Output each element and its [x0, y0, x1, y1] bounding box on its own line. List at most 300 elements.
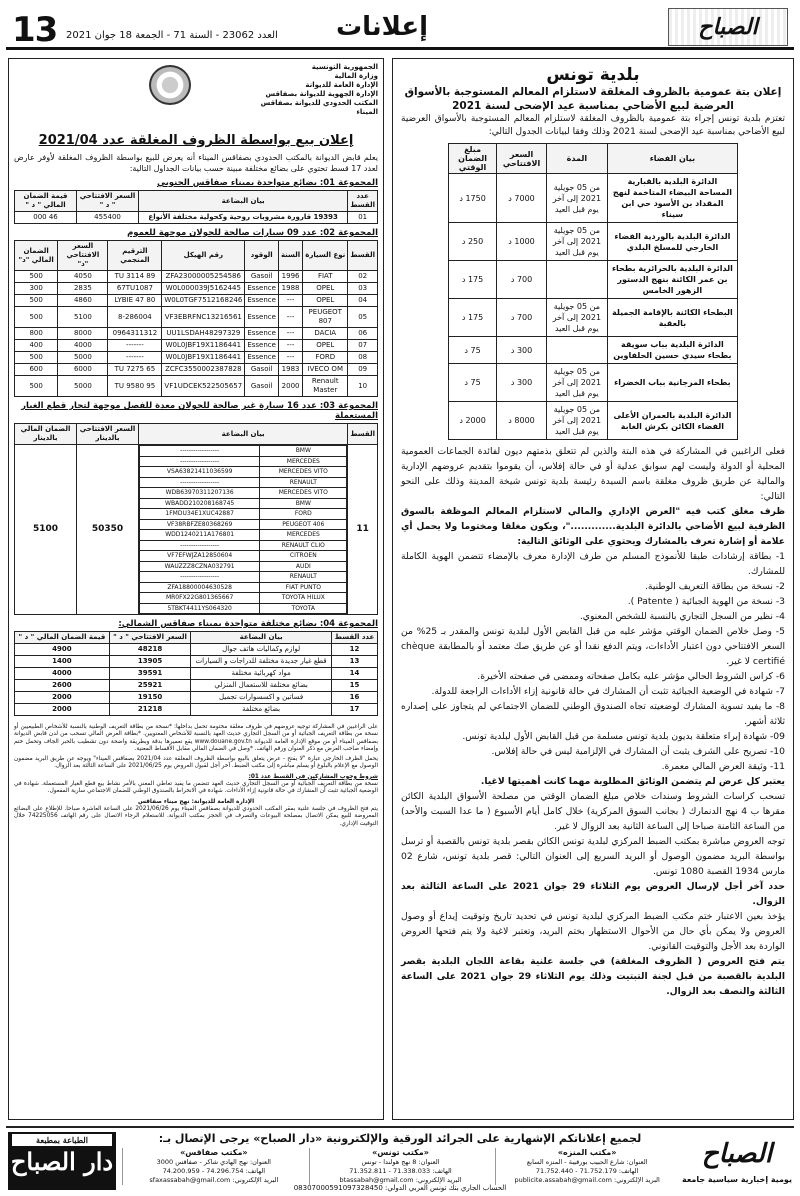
masthead-logo: الصباح	[668, 8, 788, 46]
cell: Gasoil	[245, 271, 279, 283]
republic-header	[258, 63, 378, 117]
cell: -------	[108, 340, 162, 352]
section-title: إعلانات	[336, 12, 429, 42]
customs-ad-title: إعلان بيع بواسطة الظروف المغلقة عدد 2021/04	[38, 133, 354, 148]
chassis-number: WAUZZZ8CZNA032791	[140, 561, 260, 572]
vehicle-make: RENAULT CLIO	[260, 540, 347, 551]
cell: 2000 د	[449, 402, 497, 440]
cell: 700 د	[497, 299, 547, 337]
republic-line: المكتب الحدودي للديوانة بصفاقس الميناء	[260, 99, 378, 116]
cell: PEUGEOT 807	[303, 307, 348, 328]
table-row	[15, 271, 378, 283]
col-header: المدة	[546, 144, 607, 174]
col-header: السعر الافتتاحي	[497, 144, 547, 174]
group-1-table	[14, 190, 378, 224]
vehicle-make: BMW	[260, 498, 347, 509]
republic-line: الجمهورية التونسية	[311, 63, 378, 71]
bank-account: الحساب الجاري بنك تونس العربي الدولي: 08307000591097328450	[293, 1184, 507, 1192]
document-item: 09- شهادة إبراء متعلقة بديون بلدية تونس مسلمة من قبل القابض الأول لبلدية تونس.	[462, 731, 785, 742]
group-3-title: المجموعة 03: عدد 16 سيارة غير صالحة للجولان معدة للفصل موجهة لتجار قطع الغيار المستعملة	[21, 401, 378, 421]
document-item: 8- ما يفيد تسوية المشارك لوضعيته تجاه الصندوق الوطني للضمان الاجتماعي لم يتجاوز على إصداره ثلاثة أشهر.	[401, 701, 785, 727]
cell: 4900	[15, 644, 110, 656]
cell: Essence	[245, 283, 279, 295]
page-header	[6, 6, 794, 50]
cell: W0L0JBF19X1186441	[162, 352, 245, 364]
cell: 5100	[58, 307, 108, 328]
cell: 17	[331, 704, 377, 716]
printer-logo	[8, 1132, 116, 1190]
table-row	[15, 295, 378, 307]
chassis-number: ------------------	[140, 477, 260, 488]
cell: 95 TU 9580	[108, 376, 162, 397]
cell: Gasoil	[245, 376, 279, 397]
para-5: توجه العروض مباشرة بمكتب الضبط المركزي لبلدية تونس الكائن بقصر بلدية تونس بالقصبة أو ترسل بواسطة البريد مضمون الوصول أو البريد السريع إلى العنوان التالي: قصر بلدية تونس، شارع 02 مارس 1934 القصبة 1080 تونس.	[401, 836, 785, 877]
vehicle-make: BMW	[260, 446, 347, 457]
para-8: يتم فتح العروض ( الظروف المغلقة) في جلسة علنية بقاعة اللجان البلدية بقصر البلدية بالقصبة من قبل لجنة التبتيت وذلك يوم الثلاثاء 29 جوان 2021 على الساعة الثالثة والنصف بعد الزوال.	[401, 956, 785, 997]
cell: 4000	[58, 340, 108, 352]
document-item: 6- كراس الشروط الحالي مؤشر عليه بكامل صفحاته وممضى في صفحته الأخيرة.	[477, 671, 785, 682]
office-email: البريد الإلكتروني: sfaxassabah@gmail.com	[149, 1176, 279, 1184]
municipality-ad	[392, 58, 794, 1120]
republic-line: الإدارة العامة للديوانة	[305, 81, 378, 89]
cell: 13	[331, 656, 377, 668]
cell: 4050	[58, 271, 108, 283]
printer-logo-text: دار الصباح	[10, 1147, 114, 1176]
cell: 03	[348, 283, 378, 295]
col-header: الوقود	[245, 241, 279, 271]
cell: الدائرة البلدية بالقبارية المساحة البيضاء المتاخمة لنهج المقداد بن الأسود حي ابن سيناء	[607, 174, 737, 223]
col-header: بيان البضاعة	[191, 632, 332, 644]
vehicle-make: MERCEDES	[260, 456, 347, 467]
table-row	[15, 352, 378, 364]
office-email: البريد الإلكتروني: btassabah@gmail.com	[339, 1176, 462, 1184]
vehicle-make: FORD	[260, 509, 347, 520]
table-row	[15, 212, 378, 224]
chassis-number: WDD1240211A176801	[140, 530, 260, 541]
vehicle-make: MERCEDES VITO	[260, 467, 347, 478]
vehicle-make: MERCEDES	[260, 530, 347, 541]
cell: 75 د	[449, 337, 497, 364]
cell: 19393 قارورة مشروبات روحية وكحولية مختلفة الأنواع	[139, 212, 348, 224]
cell: ZCFC3550002387828	[162, 364, 245, 376]
cell: Gasoil	[245, 364, 279, 376]
cell: Essence	[245, 352, 279, 364]
table-row	[15, 307, 378, 328]
chassis-number: ZFA18800004630528	[140, 582, 260, 593]
cell: الدائرة البلدية بالحرائرية بطحاء بن عمر الكائنة بنهج الدستور الزهور الخامس	[607, 261, 737, 299]
footer-title: لجميع إعلاناتكم الإشهارية على الجرائد الورقية والإلكترونية «دار الصباح» يرجى الإتصال بـ:	[158, 1132, 642, 1145]
vehicle-make: MERCEDES VITO	[260, 488, 347, 499]
cell: 12	[331, 644, 377, 656]
cell: FORD	[303, 352, 348, 364]
cell: Essence	[245, 340, 279, 352]
cell: من 05 جويلية 2021 إلى آخر يوم قبل العيد	[546, 364, 607, 402]
cell: 07	[348, 340, 378, 352]
tender-title: إعلان بتة عمومية بالظروف المغلقة لاستلزام المعالم المستوجبة بالأسواق العرضية لبيع الأضاحي بمناسبة عيد الإضحى لسنة 2021	[404, 86, 782, 112]
cell: بضائع مختلفة	[191, 704, 332, 716]
cell: 2000	[15, 704, 110, 716]
vehicle-row	[140, 530, 347, 541]
cell: فساتين و اكسسوارات تجميل	[191, 692, 332, 704]
republic-line: الإدارة الجهوية للديوانة بصفاقس	[265, 90, 378, 98]
cell: 04	[348, 295, 378, 307]
cell: 16	[331, 692, 377, 704]
col-header: قيمة الضمان المالي " د "	[15, 191, 77, 212]
cell: Renault Master	[303, 376, 348, 397]
table-row	[449, 337, 738, 364]
group-2-table	[14, 240, 378, 397]
cell: الدائرة البلدية بالوردية الفضاء الخارجي للمسلخ البلدي	[607, 223, 737, 261]
cell: 500	[15, 271, 58, 283]
vehicle-make: AUDI	[260, 561, 347, 572]
cell: 800	[15, 328, 58, 340]
table-row	[15, 644, 378, 656]
document-item: 3- نسخة من الهوية الجبائية ( Patente ).	[627, 596, 785, 607]
cell: 14	[331, 668, 377, 680]
cell: من 05 جويلية 2021 إلى آخر يوم قبل العيد	[546, 223, 607, 261]
cell: 19150	[109, 692, 190, 704]
office-name: «مكتب تونس»	[372, 1148, 429, 1157]
cell: ---	[278, 295, 302, 307]
cell: OPEL	[303, 295, 348, 307]
office-name: «مكتب صفاقس»	[180, 1148, 248, 1157]
document-item: 2- نسخة من بطاقة التعريف الوطنية.	[644, 581, 785, 592]
vehicle-row	[140, 509, 347, 520]
guarantee: 5100	[15, 445, 77, 615]
lot-number: 11	[348, 445, 378, 615]
cell: 46 000	[15, 212, 77, 224]
cell: Essence	[245, 295, 279, 307]
office-phones: الهاتف: 71.338.033 - 71.352.811	[349, 1167, 452, 1175]
col-header: الترقيم المنجمي	[108, 241, 162, 271]
cell: 1983	[278, 364, 302, 376]
cell: 01	[348, 212, 378, 224]
cell: 2600	[15, 680, 110, 692]
office-block	[309, 1148, 492, 1185]
cell	[546, 337, 607, 364]
cell: ---	[278, 307, 302, 328]
cell: 6000	[58, 364, 108, 376]
cell: 05	[348, 307, 378, 328]
col-header: السعر الافتتاحي " د "	[77, 191, 139, 212]
cell: مواد كهربائية مختلفة	[191, 668, 332, 680]
office-address: العنوان: 8 نهج هولندا - تونس	[361, 1158, 440, 1166]
col-header: السعر الافتتاحي بالدينار	[77, 424, 139, 445]
cell: 5000	[58, 376, 108, 397]
table-row	[449, 223, 738, 261]
cell: 1996	[278, 271, 302, 283]
offices	[122, 1148, 678, 1185]
office-phones: الهاتف: 71.752.179 - 71.752.440	[535, 1167, 639, 1175]
office-name: «مكتب المنزه»	[557, 1148, 617, 1157]
contact-title: الإدارة العامة للديوانة: نهج ميناء صفاقس	[137, 798, 255, 805]
table-row	[15, 704, 378, 716]
cell: UU1LSDAH48297329	[162, 328, 245, 340]
table-row	[15, 692, 378, 704]
vehicle-row	[140, 572, 347, 583]
cell: 13905	[109, 656, 190, 668]
chassis-number: WDB63970311207136	[140, 488, 260, 499]
group-2-title: المجموعة 02: عدد 09 سيارات صالحة للجولان موجهة للعموم	[127, 228, 378, 238]
group-4-title: المجموعة 04: بضائع مختلفة متواجدة بميناء صفاقس الشمالي:	[118, 619, 378, 629]
table-row	[15, 376, 378, 397]
group-4-table	[14, 631, 378, 716]
vehicle-row	[140, 456, 347, 467]
cell: لوازم وكماليات هاتف جوال	[191, 644, 332, 656]
office-email: البريد الإلكتروني: publicite.assabah@gmail.com	[514, 1176, 660, 1184]
table-row	[449, 174, 738, 223]
vehicle-row	[140, 467, 347, 478]
col-header: القسط	[348, 241, 378, 271]
vehicle-row	[140, 582, 347, 593]
terms-2: يحمل الظرف الخارجي عبارة "لا يفتح - عرض يتعلق بالبيع بواسطة الظروف المغلقة عدد 2021/04 بصفاقس الميناء" ويوجه عن طريق البريد مضمون الوصول مع الإعلام بالبلوغ أو يسلم مباشرة إلى مكتب الضبط. آخر أجل لقبول العروض يوم 2021/06/25 على الساعة الثالثة بعد الزوال.	[14, 756, 379, 770]
office-block	[495, 1148, 678, 1185]
table-row	[15, 656, 378, 668]
cell: 2000	[15, 692, 110, 704]
col-header: نوع السيارة	[303, 241, 348, 271]
cell: ZFA23000005254586	[162, 271, 245, 283]
cell: DACIA	[303, 328, 348, 340]
cell: IVECO OM	[303, 364, 348, 376]
chassis-number: VF38RBFZE80368269	[140, 519, 260, 530]
cell: 1750 د	[449, 174, 497, 223]
cell: بضائع مختلفة للاستعمال المنزلي	[191, 680, 332, 692]
chassis-number: ------------------	[140, 540, 260, 551]
cell	[546, 261, 607, 299]
cell: قطع غيار جديدة مختلفة للدراجات و السيارات	[191, 656, 332, 668]
chassis-number: 5TBKT4411YS064320	[140, 603, 260, 614]
para-1: فعلى الراغبين في المشاركة في هذه البتة والذين لم تتعلق بذمتهم ديون لفائدة الجماعات العمومية المحلية أو الدولة وليست لهم سوابق عدلية أو في حالة إفلاس، أن يقوموا بتقديم عروضهم الإدارية والمالية عن طريق ظروف مغلقة باسم السيدة رئيسة بلدية تونس شيخة المدينة وذلك على النحو التالي:	[401, 446, 785, 502]
col-header: بيان البضاعة	[139, 191, 348, 212]
required-documents	[401, 549, 785, 774]
table-row	[15, 364, 378, 376]
group-1-title: المجموعة 01: بضائع متواجدة بميناء صفاقس الجنوبي	[156, 178, 378, 188]
chassis-number: VSA63821411036599	[140, 467, 260, 478]
col-header: السعر الافتتاحي "د"	[58, 241, 108, 271]
col-header: عدد القسط	[348, 191, 378, 212]
table-row	[15, 328, 378, 340]
cell: من 05 جويلية 2021 إلى آخر يوم قبل العيد	[546, 174, 607, 223]
cell: 21218	[109, 704, 190, 716]
para-2: ظرف مغلق كتب فيه "العرض الإداري والمالي لاستلزام المعالم الموظفة بالسوق الظرفية لبيع الأضاحي بالدائرة البلدية............."، ويكون مغلقا ومختوما ولا يحمل أي علامة أو إشارة تعرف بالمشارك ويحتوي على الوثائق التالية:	[401, 506, 785, 547]
cell: ---	[278, 352, 302, 364]
cell: W0L0JBF19X1186441	[162, 340, 245, 352]
cell: 500	[15, 376, 58, 397]
cell: VF1UDCEK522505657	[162, 376, 245, 397]
cell: 700 د	[497, 261, 547, 299]
coat-of-arms-icon	[149, 65, 191, 105]
cell: 400	[15, 340, 58, 352]
col-header: بيان البضاعة	[139, 424, 348, 445]
col-header: بيان الفضاء	[607, 144, 737, 174]
cell: 25921	[109, 680, 190, 692]
cell: 48218	[109, 644, 190, 656]
cell: Essence	[245, 328, 279, 340]
cell: 06	[348, 328, 378, 340]
cell: 39591	[109, 668, 190, 680]
cell: FIAT	[303, 271, 348, 283]
footer-logo-caption: يومية إخبارية سياسية جامعة	[682, 1175, 792, 1184]
col-header: رقم الهيكل	[162, 241, 245, 271]
cell: W0L000039J5162445	[162, 283, 245, 295]
republic-line: وزارة المالية	[334, 72, 378, 80]
cell: 65 TU 7275	[108, 364, 162, 376]
conditions-title: شروط وجوب المشاركين في القسط عدد 01:	[248, 773, 378, 780]
chassis-number: VF7EFWJZA12850604	[140, 551, 260, 562]
cell: 300 د	[497, 364, 547, 402]
cell: 8-286004	[108, 307, 162, 328]
cell: 8000 د	[497, 402, 547, 440]
vehicle-list	[139, 445, 347, 614]
vehicle-make: PEUGEOT 406	[260, 519, 347, 530]
col-header: السنة	[278, 241, 302, 271]
chassis-number: ------------------	[140, 446, 260, 457]
col-header: الضمان المالي "د"	[15, 241, 58, 271]
cell: 1000 د	[497, 223, 547, 261]
table-row	[449, 299, 738, 337]
col-header: الضمان المالي بالدينار	[15, 424, 77, 445]
cell: 75 د	[449, 364, 497, 402]
cell: البطحاء الكائنة بالإقامة الجميلة بالعقبة	[607, 299, 737, 337]
col-header: القسط	[348, 424, 378, 445]
cell: 4860	[58, 295, 108, 307]
advertising-footer	[6, 1126, 794, 1192]
document-item: 7- شهادة في الوضعية الجبائية تثبت أن المشارك في حالة قانونية إزاء الأداءات الراجعة للدولة.	[431, 686, 785, 697]
table-row	[449, 402, 738, 440]
markets-table	[448, 143, 738, 440]
chassis-number: WBADD210208168745	[140, 498, 260, 509]
cell: ---	[278, 328, 302, 340]
vehicle-row	[140, 593, 347, 604]
cell: 300 د	[497, 337, 547, 364]
cell: بطحاء المرجانية بباب الخضراء	[607, 364, 737, 402]
cell: 8000	[58, 328, 108, 340]
printer-caption: الطباعة بمطبعة	[12, 1134, 112, 1146]
conditions: نسخة من بطاقة التعريف الجبائية أو من السجل التجاري حديث العهد تتضمن ما يفيد تعاطي المعني بالأمر نشاط بيع قطع الغيار المستعملة. شهادة في الوضعية الجبائية تثبت أن المشارك في حالة قانونية إزاء الأداءات. شهادة في الانخراط بالصندوق الوطني للضمان الاجتماعي سارية المفعول.	[14, 781, 378, 795]
cell: ---	[278, 340, 302, 352]
para-4: تسحب كراسات الشروط وسندات خلاص مبلغ الضمان الوقتي من مصلحة الأسواق البلدية الكائن مقرها ب 4 نهج الدنمارك ( بجانب السوق المركزية) خلال كامل أيام الأسبوع ( ما عدا السبت والأحد) من الساعة الثامنة صباحا إلى الساعة الثانية بعد الزوال لا غير.	[401, 791, 785, 832]
page-number: 13	[12, 10, 58, 50]
vehicle-row	[140, 498, 347, 509]
table-row	[15, 668, 378, 680]
chassis-number: 1FMDU34E1XUC42887	[140, 509, 260, 520]
closing: يتم فتح الظروف في جلسة علنية بمقر المكتب الحدودي للديوانة بصفاقس الميناء يوم 2021/06/26 على الساعة العاشرة صباحا. للإطلاع على البضائع المعروضة للبيع يمكن الاتصال بمصلحة البيوعات والتصرف في الحجز بمكتب الديوانة. للاستعلام الرجاء الاتصال على رقم الهاتف 74225056 خلال التوقيت الإداري.	[14, 805, 378, 827]
cell: 08	[348, 352, 378, 364]
cell: 5000	[58, 352, 108, 364]
office-block	[122, 1148, 305, 1185]
para-3: يعتبر كل عرض لم يتضمن الوثائق المطلوبة مهما كانت أهميتها لاغيا.	[480, 776, 785, 787]
cell: OPEL	[303, 283, 348, 295]
cell: 175 د	[449, 261, 497, 299]
municipality-name: بلدية تونس	[546, 65, 640, 85]
cell: 500	[15, 295, 58, 307]
vehicle-row	[140, 551, 347, 562]
table-row	[449, 364, 738, 402]
cell: 67TU1087	[108, 283, 162, 295]
vehicle-make: TOYOTA HILUX	[260, 593, 347, 604]
cell: Essence	[245, 307, 279, 328]
cell: الدائرة البلدية بباب سويقة بطحاء سيدي حسين الحلفاوين	[607, 337, 737, 364]
cell: 09	[348, 364, 378, 376]
cell: 455400	[77, 212, 139, 224]
footer-logo-text: الصباح	[701, 1139, 773, 1169]
cell: 7000 د	[497, 174, 547, 223]
vehicle-row	[140, 477, 347, 488]
cell: 2835	[58, 283, 108, 295]
para-6: حدد آخر أجل لإرسال العروض يوم الثلاثاء 29 جوان 2021 على الساعة الثالثة بعد الزوال.	[401, 881, 785, 907]
customs-ad	[8, 58, 384, 1120]
cell: من 05 جويلية 2021 إلى آخر يوم قبل العيد	[546, 299, 607, 337]
cell: 600	[15, 364, 58, 376]
customs-intro: يعلم قابض الديوانة بالمكتب الحدودي بصفاقس الميناء أنه يعرض للبيع بواسطة الظروف المغلقة لأوفر عارض لعدد 17 قسط تحتوي على بضائع مختلفة مبينة حسب بيانات الجداول التالية:	[14, 153, 378, 173]
table-row	[15, 680, 378, 692]
office-address: العنوان: شارع الحبيب بورقيبة - المنزه السابع	[526, 1158, 648, 1166]
cell: 500	[15, 307, 58, 328]
document-item: 5- وصل خلاص الضمان الوقتي مؤشر عليه من قبل القابض الأول لبلدية تونس والمقدر بـ 25% من السعر الافتتاحي دون اعتبار الأداءات، ويتم الدفع نقدا أو عن طريق صك معتمد أو بالمطابقة chèque certifié لا غير.	[401, 626, 785, 667]
vehicle-row	[140, 540, 347, 551]
footer-logo	[682, 1134, 792, 1190]
vehicle-make: FIAT PUNTO	[260, 582, 347, 593]
cell: 10	[348, 376, 378, 397]
document-item: 1- بطاقة إرشادات طبقا للأنموذج المسلم من طرف الإدارة معرف بالإمضاء تتضمن الهوية الكاملة للمشارك.	[401, 551, 785, 577]
para-7: يؤخذ بعين الاعتبار ختم مكتب الضبط المركزي لبلدية تونس في تحديد تاريخ وتوقيت إيداع أو وصول العروض ولا يمكن بأي حال من الأحوال الاستظهار بختم البريد، وتعتبر لاغية ولا يتم فتحها العروض الواردة بعد الأجل والتوقيت القانوني.	[401, 911, 785, 952]
tender-intro: تعتزم بلدية تونس إجراء بتة عمومية بالظروف المغلقة لاستلزام المعالم المستوجبة بالأسواق العرضية لبيع الأضاحي بمناسبة عيد الإضحى لسنة 2021 وذلك وفقا لبيانات الجدول التالي:	[401, 114, 785, 137]
cell: 175 د	[449, 299, 497, 337]
cell: 1400	[15, 656, 110, 668]
cell: W0L0TGF7512168246	[162, 295, 245, 307]
vehicle-make: RENAULT	[260, 572, 347, 583]
cell: الدائرة البلدية بالعمران الأعلى الفضاء الكائن بكرش الغابة	[607, 402, 737, 440]
cell: -------	[108, 352, 162, 364]
cell: 250 د	[449, 223, 497, 261]
col-header: مبلغ الضمان الوقتي	[449, 144, 497, 174]
chassis-number: MR0FX22G801365667	[140, 593, 260, 604]
table-row	[449, 261, 738, 299]
terms-1: على الراغبين في المشاركة توجيه عروضهم في ظروف مغلقة مختومة تحمل بداخلها: *نسخة من بطاقة التعريف الوطنية بالنسبة للأشخاص الطبيعيين أو نسخة من بطاقة التعريف الجبائية أو من السجل التجاري حديث العهد بالنسبة للأشخاص المعنويين. *بطاقة العرض المالي تسحب من لدن قابض الديوانة بصفاقس الميناء أو من موقع الإدارة العامة للديوانة www.douane.gov.tn يقع تعميرها بدقة وبطريقة واضحة دون تشطيب بالحبر الجاف وتحمل ختم وإمضاء صاحب العرض مع ذكر العنوان ورقم الهاتف. *وصل في الضمان المالي مقابل الأقساط المعنية.	[14, 724, 378, 752]
vehicle-row	[140, 446, 347, 457]
cell: VF3EBRFNC13216561	[162, 307, 245, 328]
cell: 300	[15, 283, 58, 295]
vehicle-make: RENAULT	[260, 477, 347, 488]
group-3-table	[14, 423, 378, 615]
opening-price: 50350	[77, 445, 139, 615]
cell: OPEL	[303, 340, 348, 352]
office-address: العنوان: نهج الهادي شاكر - صفاقس 3000	[156, 1158, 271, 1166]
cell: 1988	[278, 283, 302, 295]
issue-info: العدد 23062 - السنة 71 - الجمعة 18 جوان 2021	[66, 30, 278, 41]
cell: 2000	[278, 376, 302, 397]
document-item: 10- تصريح على الشرف يثبت أن المشارك في الإلزامية ليس في حالة إفلاس.	[491, 746, 785, 757]
cell: 89 TU 3114	[108, 271, 162, 283]
cell: 80 LYBIE 47	[108, 295, 162, 307]
cell: 02	[348, 271, 378, 283]
vehicle-row	[140, 603, 347, 614]
cell: 15	[331, 680, 377, 692]
cell: من 05 جويلية 2021 إلى آخر يوم قبل العيد	[546, 402, 607, 440]
document-item: 11- وثيقة العرض المالي معمرة.	[661, 761, 785, 772]
table-row	[15, 283, 378, 295]
office-phones: الهاتف: 74.296.754 - 74.200.959	[162, 1167, 266, 1175]
vehicle-row	[140, 488, 347, 499]
chassis-number: ------------------	[140, 572, 260, 583]
vehicle-row	[140, 519, 347, 530]
cell: 4000	[15, 668, 110, 680]
col-header: السعر الافتتاحي " د "	[109, 632, 190, 644]
cell: 500	[15, 352, 58, 364]
vehicle-row	[140, 561, 347, 572]
col-header: عدد القسط	[331, 632, 377, 644]
document-item: 4- نظير من السجل التجاري بالنسبة للشخص المعنوي.	[579, 611, 785, 622]
